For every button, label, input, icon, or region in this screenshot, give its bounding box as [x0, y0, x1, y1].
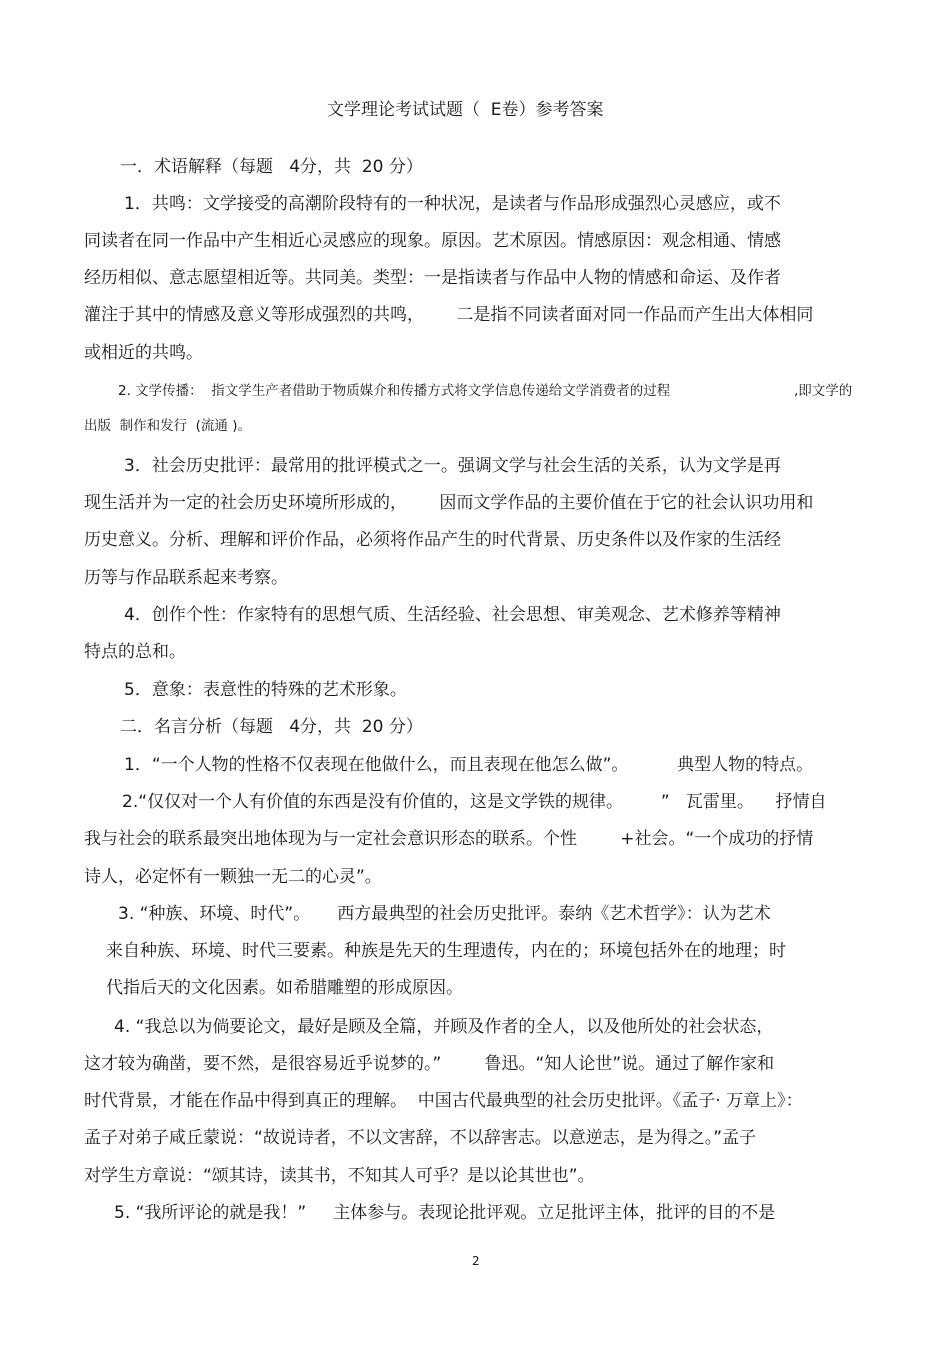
paragraph-line: 经历相似、意志愿望相近等。共同美。类型：一是指读者与作品中人物的情感和命运、及作者 [84, 268, 781, 288]
paragraph-line: ,即文学的 [794, 383, 853, 399]
paragraph-line: 现生活并为一定的社会历史环境所形成的， 因而文学作品的主要价值在于它的社会认识功用和 [84, 493, 814, 513]
paragraph-line: 历等与作品联系起来考察。 [84, 568, 288, 588]
paragraph-line: 同读者在同一作品中产生相近心灵感应的现象。原因。艺术原因。情感原因：观念相通、情感 [84, 231, 781, 251]
paragraph-line: 3．社会历史批评：最常用的批评模式之一。强调文学与社会生活的关系，认为文学是再 [124, 456, 781, 476]
paragraph-line: 历史意义。分析、理解和评价作品，必须将作品产生的时代背景、历史条件以及作家的生活经 [84, 530, 781, 550]
section-heading-quotes: 二．名言分析（每题 4分，共 20 分） [120, 717, 423, 737]
paragraph-line: 特点的总和。 [84, 642, 186, 662]
term-imagery: 5．意象：表意性的特殊的艺术形象。 [124, 680, 407, 700]
quote-5: 5. “我所评论的就是我！” 主体参与。表现论批评观。立足批评主体，批评的目的不是 [114, 1203, 776, 1223]
paragraph-line: 对学生方章说：“颂其诗，读其书，不知其人可乎？是以论其世也”。 [84, 1166, 595, 1186]
paragraph-line: 孟子对弟子咸丘蒙说：“故说诗者，不以文害辞，不以辞害志。以意逆志，是为得之。”孟子 [84, 1128, 757, 1148]
page-number: 2 [472, 1254, 480, 1268]
paragraph-line: 出版 制作和发行 (流通 )。 [84, 418, 251, 434]
paragraph-line: 4. “我总以为倘要论文，最好是顾及全篇，并顾及作者的全人，以及他所处的社会状态， [114, 1017, 774, 1037]
paragraph-line: 2.“仅仅对一个人有价值的东西是没有价值的，这是文学铁的规律。 ” 瓦雷里。 抒情自 [122, 792, 827, 812]
paragraph-line: 来自种族、环境、时代三要素。种族是先天的生理遗传，内在的；环境包括外在的地理；时 [106, 941, 786, 961]
paragraph-line: 灌注于其中的情感及意义等形成强烈的共鸣， 二是指不同读者面对同一作品而产生出大体相同 [84, 305, 814, 325]
paragraph-line: 或相近的共鸣。 [84, 343, 203, 363]
paragraph-line: 时代背景，才能在作品中得到真正的理解。 中国古代最典型的社会历史批评。《孟子· 万章上》： [84, 1091, 803, 1111]
section-heading-terms: 一．术语解释（每题 4分，共 20 分） [120, 157, 423, 177]
paragraph-line: 3. “种族、环境、时代”。 西方最典型的社会历史批评。泰纳《艺术哲学》：认为艺术 [118, 904, 771, 924]
paragraph-line: 这才较为确凿，要不然，是很容易近乎说梦的。” 鲁迅。“知人论世”说。通过了解作家和 [84, 1054, 775, 1074]
paragraph-line: 2. 文学传播： 指文学生产者借助于物质媒介和传播方式将文学信息传递给文学消费者的过程 [118, 383, 671, 399]
paragraph-line: 4．创作个性：作家特有的思想气质、生活经验、社会思想、审美观念、艺术修养等精神 [124, 605, 781, 625]
quote-1: 1．“一个人物的性格不仅表现在他做什么，而且表现在他怎么做”。 典型人物的特点。 [124, 755, 814, 775]
paragraph-line: 1．共鸣：文学接受的高潮阶段特有的一种状况，是读者与作品形成强烈心灵感应，或不 [124, 194, 781, 214]
paragraph-line: 我与社会的联系最突出地体现为与一定社会意识形态的联系。个性 +社会。“一个成功的抒情 [84, 829, 814, 849]
document-title: 文学理论考试试题（ E卷）参考答案 [327, 100, 604, 120]
paragraph-line: 诗人，必定怀有一颗独一无二的心灵”。 [84, 867, 382, 887]
paragraph-line: 代指后天的文化因素。如希腊雕塑的形成原因。 [106, 978, 463, 998]
